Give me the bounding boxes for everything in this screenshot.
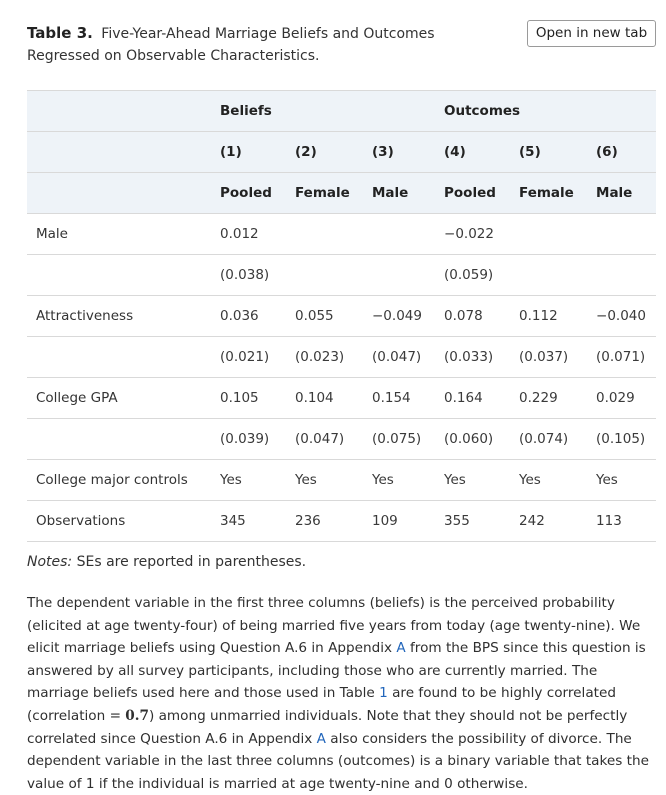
equals-sign: = [109,707,121,724]
notes-text: SEs are reported in parentheses. [76,554,307,570]
table-cell: 0.055 [286,296,363,337]
table-cell [587,255,656,296]
column-number: (4) [435,132,510,173]
table-cell [587,214,656,255]
column-label: Male [587,173,656,214]
table-cell: 0.029 [587,378,656,419]
table-cell: (0.047) [286,419,363,460]
table-cell: 355 [435,501,510,542]
table-row [27,214,656,255]
table-caption [27,22,497,67]
table-cell: (0.021) [211,337,286,378]
table-cell: (0.033) [435,337,510,378]
table-cell: Yes [211,460,286,501]
table-row [27,460,656,501]
notes-label: Notes: [27,554,73,570]
table-cell: Yes [363,460,435,501]
column-number: (1) [211,132,286,173]
row-label [27,255,211,296]
table-cell: Yes [286,460,363,501]
table-row [27,296,656,337]
table-cell: (0.105) [587,419,656,460]
correlation-formula [110,708,149,724]
table-caption-text: Five-Year-Ahead Marriage Beliefs and Outcomes Regressed on Observable Characteristics. [27,26,435,64]
column-label: Pooled [211,173,286,214]
table-cell: Yes [587,460,656,501]
table-cell [510,214,587,255]
header-empty-cell [27,91,211,132]
open-in-new-tab-button[interactable]: Open in new tab [527,20,656,47]
table-cell [286,255,363,296]
column-number-row [27,132,656,173]
table-cell [363,255,435,296]
table-cell: Yes [510,460,587,501]
table-cell: 0.112 [510,296,587,337]
table-row [27,337,656,378]
table-cell: 242 [510,501,587,542]
table-cell: 0.229 [510,378,587,419]
table-cell: (0.023) [286,337,363,378]
group-header-beliefs: Beliefs [211,91,435,132]
table-cell: (0.038) [211,255,286,296]
table-row [27,501,656,542]
group-header-outcomes: Outcomes [435,91,656,132]
table-cell: (0.060) [435,419,510,460]
table-row [27,378,656,419]
table-footnote-paragraph [27,592,657,795]
table-cell: 113 [587,501,656,542]
appendix-a-link[interactable]: A [396,640,406,657]
table-row [27,419,656,460]
table-cell: (0.059) [435,255,510,296]
table-cell: 0.105 [211,378,286,419]
table-cell [363,214,435,255]
table-cell: −0.040 [587,296,656,337]
table-cell: −0.049 [363,296,435,337]
table-cell [286,214,363,255]
row-label [27,337,211,378]
table-notes [27,551,306,573]
table-cell: (0.037) [510,337,587,378]
table-cell: 0.078 [435,296,510,337]
row-label: College GPA [27,378,211,419]
row-label: College major controls [27,460,211,501]
footnote-text: The dependent variable in the first three columns (beliefs) is the perceived probability (elicited at age twenty-four) of being married five years from today (age twenty-nine). We elicit marriage beliefs using Question A.6 in Appendix [27,595,641,657]
table-cell: (0.047) [363,337,435,378]
table-cell: 0.036 [211,296,286,337]
table-cell [510,255,587,296]
row-label [27,419,211,460]
table-1-link[interactable]: 1 [379,685,388,702]
footnote-text: from the BPS since this question is answered by all survey participants, including those who are currently married. The marriage beliefs used here and those used in Table [27,640,646,702]
column-label: Male [363,173,435,214]
row-label: Observations [27,501,211,542]
column-number: (5) [510,132,587,173]
appendix-a-link[interactable]: A [316,730,326,747]
column-label: Female [510,173,587,214]
header-empty-cell [27,173,211,214]
correlation-value: 0.7 [125,707,149,724]
column-label: Female [286,173,363,214]
column-label: Pooled [435,173,510,214]
table-cell: 109 [363,501,435,542]
column-number: (3) [363,132,435,173]
regression-table [27,90,656,542]
table-caption-label: Table 3. [27,24,93,42]
footnote-text: ) among unmarried individuals. Note that they should not be perfectly correlated since Question A.6 in Appendix [27,707,628,747]
table-cell: (0.039) [211,419,286,460]
column-label-row [27,173,656,214]
table-cell: (0.074) [510,419,587,460]
footnote-text: also considers the possibility of divorce. The dependent variable in the last three columns (outcomes) is a binary variable that takes the value of 1 if the individual is married at age twenty-nine and 0 otherwise. [27,730,649,792]
table-cell: Yes [435,460,510,501]
table-cell: 236 [286,501,363,542]
table-cell: 345 [211,501,286,542]
table-cell: (0.075) [363,419,435,460]
row-label: Male [27,214,211,255]
table-cell: 0.012 [211,214,286,255]
table-cell: (0.071) [587,337,656,378]
header-empty-cell [27,132,211,173]
table-cell: 0.164 [435,378,510,419]
column-number: (2) [286,132,363,173]
row-label: Attractiveness [27,296,211,337]
footnote-text: are found to be highly correlated (correlation [27,685,616,724]
table-cell: 0.104 [286,378,363,419]
table-cell: −0.022 [435,214,510,255]
table-row [27,255,656,296]
column-number: (6) [587,132,656,173]
group-header-row [27,91,656,132]
table-cell: 0.154 [363,378,435,419]
